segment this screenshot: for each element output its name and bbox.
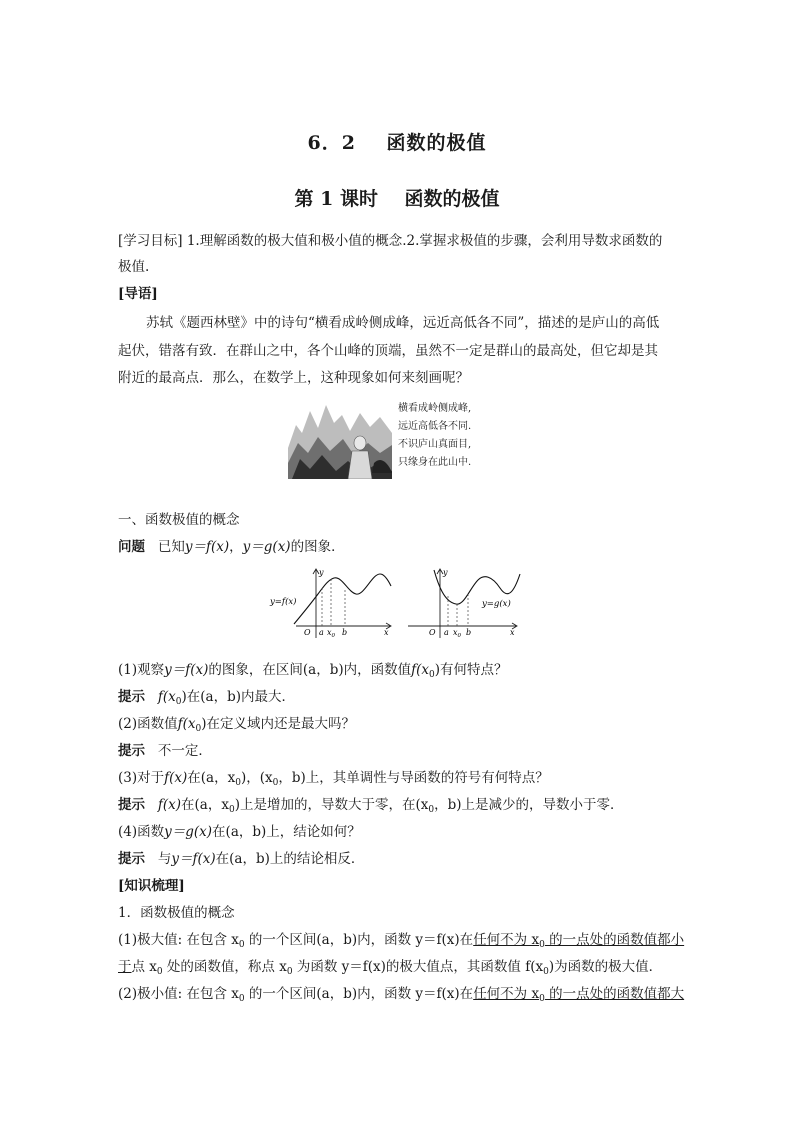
poem-line1: 横看成岭侧成峰, <box>398 403 472 414</box>
poem-line4: 只缘身在此山中. <box>398 457 472 468</box>
lesson-title <box>0 184 794 211</box>
question-1: (1)观察y＝f(x)的图象，在区间(a，b)内，函数值$f(x_0)$有何特点？ <box>118 662 508 680</box>
section-name: 函数的极值 <box>386 132 487 154</box>
knowledge-heading-1: 1．函数极值的概念 <box>118 905 235 921</box>
graph-g-y-label: y <box>443 568 448 577</box>
min-definition-line1: (2)极小值: 在包含 $x_0$ 的一个区间(a，b)内，函数 y＝f(x)在任何不为 $x_0$ 的一点处的函数值都大 <box>118 986 685 1004</box>
section-number: 6．2 <box>307 132 356 154</box>
lesson-number: 第 1 课时 <box>294 188 378 210</box>
graph-f-b: b <box>342 628 348 637</box>
max-definition-line1: (1)极大值: 在包含 $x_0$ 的一个区间(a，b)内，函数 y＝f(x)在任何不为 $x_0$ 的一点处的函数值都小 <box>118 932 685 950</box>
graph-f-curve-label: y=f(x) <box>270 597 297 607</box>
section1-heading: 一、函数极值的概念 <box>118 512 240 528</box>
question-3: (3)对于f(x)在(a，$x_0$)，($x_0$，b)上，其单调性与导函数的符号有何特点？ <box>118 770 549 788</box>
graph-g <box>404 566 522 640</box>
question-2: (2)函数值$f(x_0)$在定义域内还是最大吗？ <box>118 716 356 734</box>
answer-2: 提示 不一定． <box>118 743 212 759</box>
answer-3: 提示 f(x)在(a，$x_0$)上是增加的，导数大于零，在($x_0$，b)上是减少的，导数小于零． <box>118 797 624 815</box>
answer-4: 提示 与y＝f(x)在(a，b)上的结论相反． <box>118 851 365 867</box>
graph-f-origin: O <box>304 628 311 637</box>
intro-label: [导语] <box>118 286 158 302</box>
graph-f-x0: $x_0$ <box>327 628 336 639</box>
max-condition-underline: 任何不为 $x_0$ 的一点处的函数值都小 <box>473 932 685 950</box>
problem-line: 问题 已知y＝f(x)，y＝g(x)的图象． <box>118 539 345 555</box>
poem-line3: 不识庐山真面目, <box>398 439 472 450</box>
problem-label: 问题 <box>118 539 145 555</box>
knowledge-label: [知识梳理] <box>118 878 185 894</box>
learning-goal-label: [学习目标] <box>118 233 183 249</box>
graph-f-y-label: y <box>319 568 324 577</box>
min-condition-underline: 任何不为 $x_0$ 的一点处的函数值都大 <box>473 986 685 1004</box>
answer-1: 提示 $f(x_0)$在(a，b)内最大． <box>118 689 295 707</box>
graph-f <box>268 566 394 640</box>
graph-g-origin: O <box>429 628 436 637</box>
graph-f-a: a <box>319 628 324 637</box>
intro-line2: 起伏，错落有致．在群山之中，各个山峰的顶端，虽然不一定是群山的最高处，但它却是其 <box>118 343 658 359</box>
poem-line2: 远近高低各不同. <box>398 421 472 432</box>
learning-goal-line2: 极值. <box>118 259 150 275</box>
graph-g-x0: $x_0$ <box>453 628 462 639</box>
question-4: (4)函数y＝g(x)在(a，b)上，结论如何？ <box>118 824 361 840</box>
lushan-painting <box>288 393 392 479</box>
graph-g-b: b <box>466 628 472 637</box>
graph-f-x-label: x <box>384 628 389 637</box>
section-title <box>0 128 794 155</box>
graph-g-a: a <box>444 628 449 637</box>
learning-goal-line1: [学习目标] 1.理解函数的极大值和极小值的概念.2.掌握求极值的步骤，会利用导数求函数的 <box>118 233 663 249</box>
lesson-name: 函数的极值 <box>404 188 500 210</box>
max-definition-line2: 于点 $x_0$ 处的函数值，称点 $x_0$ 为函数 y＝f(x)的极大值点，其函数值 $f(x_0)$为函数的极大值． <box>118 959 663 977</box>
graph-g-curve-label: y=g(x) <box>482 599 511 609</box>
intro-line3: 附近的最高点．那么，在数学上，这种现象如何来刻画呢？ <box>118 370 469 386</box>
intro-line1: 苏轼《题西林壁》中的诗句“横看成岭侧成峰，远近高低各不同”，描述的是庐山的高低 <box>146 315 660 331</box>
graph-g-x-label: x <box>510 628 515 637</box>
